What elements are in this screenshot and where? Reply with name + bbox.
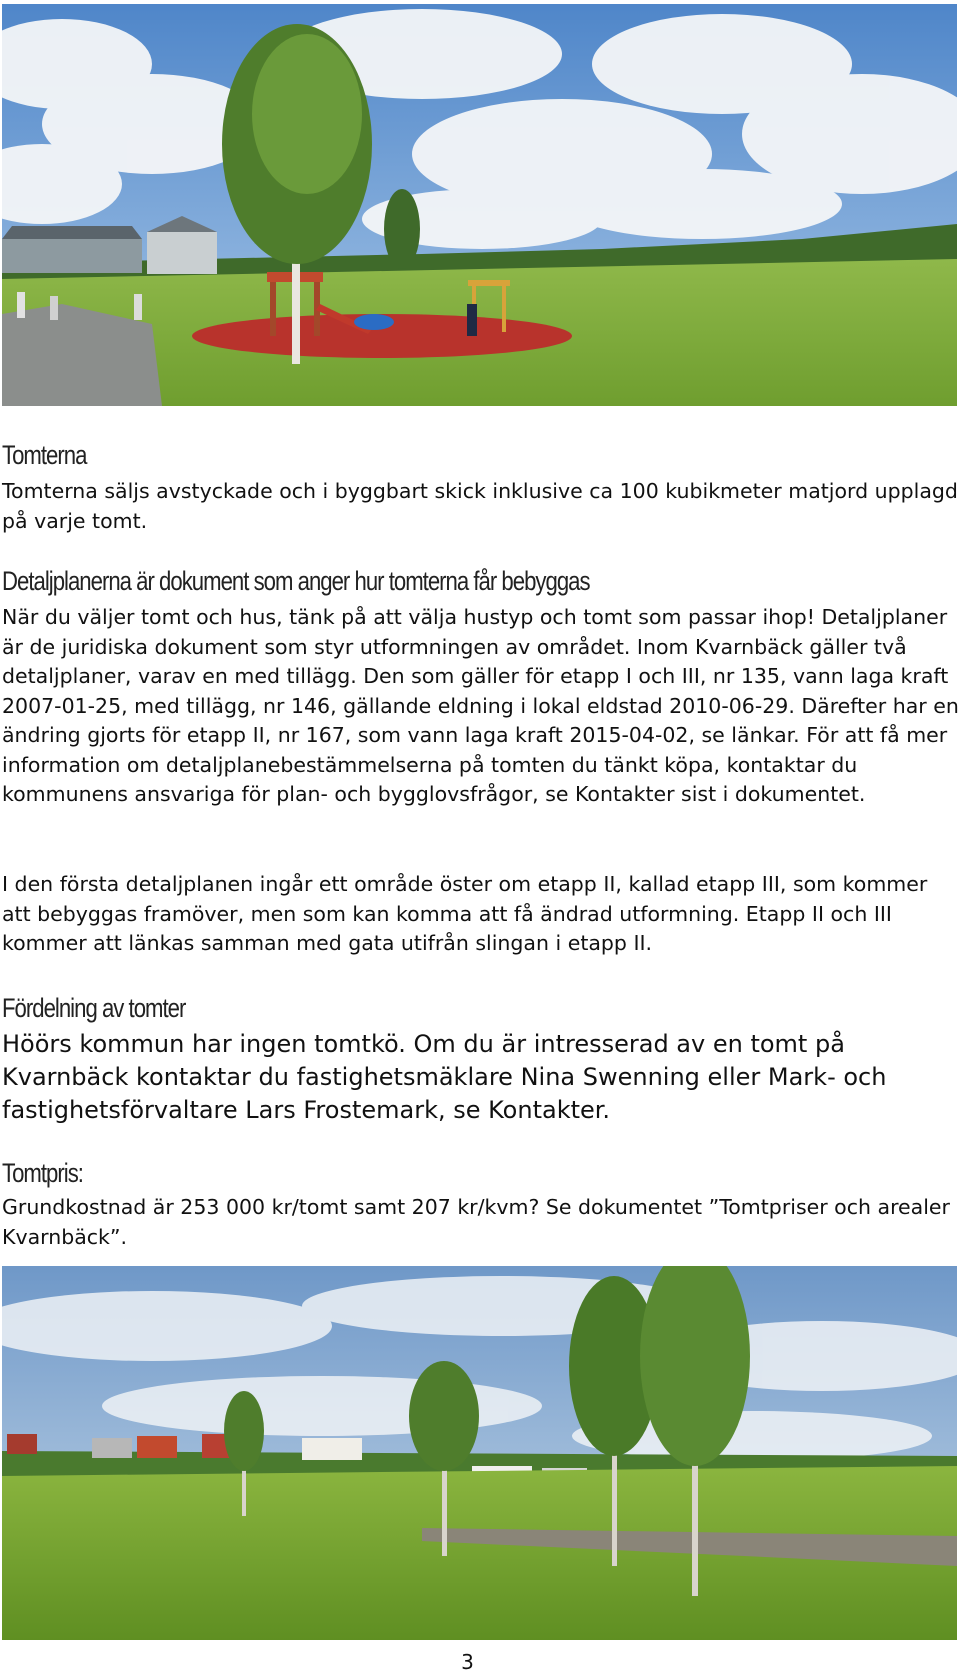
fordelning-text: Höörs kommun har ingen tomtkö. Om du är intresserad av en tomt på Kvarnbäck kontaktar du fastighetsmäklare Nina Swenning eller Mark- och fastighetsförvaltare Lars Frostemark, se Kontakter. [2,1030,887,1124]
tomterna-text: Tomterna säljs avstyckade och i byggbart skick inklusive ca 100 kubikmeter matjord upplagd på varje tomt. [2,479,958,533]
heading-detaljplan: Detaljplanerna är dokument som anger hur tomterna får bebyggas [2,566,590,596]
detaljplan-text-1: När du väljer tomt och hus, tänk på att välja hustyp och tomt som passar ihop! Detaljplaner är de juridiska dokument som styr utformningen av området. Inom Kvarnbäck gäller två detaljplaner, varav en med tillägg. Den som gäller för etapp I och III, nr 135, vann laga kraft 2007-01-25, med tillägg, nr 146, gällande eldning i lokal eldstad 2010-06-29. Därefter har en ändring gjorts för etapp II, nr 167, som vann laga kraft 2015-04-02, se länkar. För att få mer information om detaljplanebestämmelserna på tomten du tänkt köpa, kontaktar du kommunens ansvariga för plan- och bygglovsfrågor, se Kontakter sist i dokumentet. [2,605,959,806]
meadow-houses-photo [2,1266,957,1640]
tomtpris-text: Grundkostnad är 253 000 kr/tomt samt 207 kr/kvm? Se dokumentet ”Tomtpriser och arealer Kvarnbäck”. [2,1195,950,1249]
heading-tomterna: Tomterna [2,440,87,470]
playground-park-photo [2,4,957,406]
heading-tomtpris: Tomtpris: [2,1158,83,1188]
detaljplan-text-2: I den första detaljplanen ingår ett område öster om etapp II, kallad etapp III, som kommer att bebyggas framöver, men som kan komma att få ändrad utformning. Etapp II och III kommer att länkas samman med gata utifrån slingan i etapp II. [2,872,928,955]
heading-fordelning: Fördelning av tomter [2,993,186,1023]
page-number: 3 [461,1650,474,1674]
